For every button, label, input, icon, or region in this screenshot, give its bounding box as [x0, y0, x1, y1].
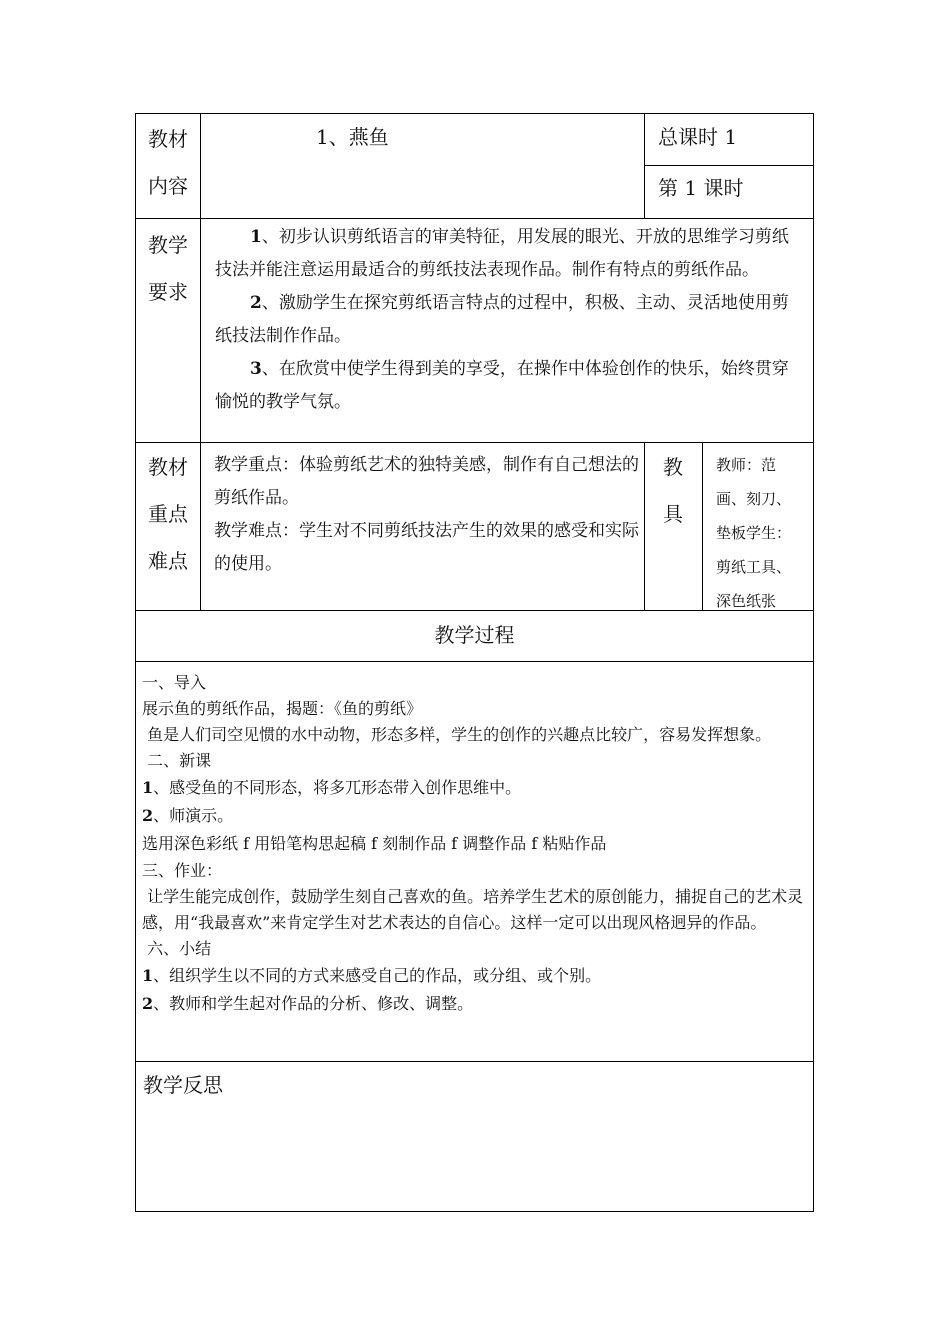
rule-after-process: [136, 1061, 813, 1062]
tools-line: 剪纸工具、: [716, 558, 792, 576]
requirement-item: 3、在欣赏中使学生得到美的享受，在操作中体验创作的快乐，始终贯穿愉悦的教学气氛。: [215, 359, 789, 412]
rule-tools-column: [702, 442, 703, 610]
focus-label-line2: 重点: [148, 502, 188, 526]
lesson-title: 1、燕鱼: [316, 125, 389, 149]
process-body: [142, 670, 804, 1018]
content-label: [136, 116, 200, 210]
key-points: [214, 449, 640, 581]
rule-after-content: [136, 218, 813, 219]
tools-line: 深色纸张: [716, 592, 777, 610]
process-line: 鱼是人们司空见惯的水中动物，形态多样，学生的创作的兴趣点比较广，容易发挥想象。: [142, 725, 772, 744]
tools-label-line2: 具: [663, 502, 683, 526]
focus-label-line3: 难点: [148, 549, 188, 573]
process-line: 六、小结: [142, 939, 212, 958]
focus-label-line1: 教材: [148, 455, 188, 479]
current-hour: 第 1 课时: [658, 176, 744, 200]
process-line: 2、教师和学生起对作品的分析、修改、调整。: [142, 994, 474, 1013]
lesson-plan-table: [135, 113, 814, 1212]
process-heading: 教学过程: [434, 623, 515, 647]
rule-after-process-heading: [136, 661, 813, 662]
total-hours: 总课时 1: [658, 125, 738, 149]
rule-hours-column: [644, 114, 645, 218]
process-line: 选用深色彩纸 f 用铅笔构思起稿 f 刻制作品 f 调整作品 f 粘贴作品: [142, 834, 607, 853]
process-line: 三、作业：: [142, 861, 223, 880]
tools-line: 教师：范: [716, 456, 777, 474]
tools-label: [644, 444, 702, 538]
tools-line: 垫板学生：: [716, 524, 792, 542]
rule-after-requirements: [136, 442, 813, 443]
process-line: 展示鱼的剪纸作品，揭题：《鱼的剪纸》: [142, 699, 423, 718]
process-line: 一、导入: [142, 673, 207, 692]
process-line: 1、感受鱼的不同形态，将多兀形态带入创作思维中。: [142, 778, 522, 797]
process-line: 1、组织学生以不同的方式来感受自己的作品，或分组、或个别。: [142, 966, 602, 985]
content-label-line1: 教材: [148, 127, 188, 151]
tools-list: [716, 448, 812, 618]
focus-label: [136, 444, 200, 585]
rule-label-column: [200, 114, 201, 610]
tools-line: 画、刻刀、: [716, 490, 792, 508]
reflection-label: 教学反思: [143, 1073, 223, 1097]
content-label-line2: 内容: [148, 174, 188, 198]
requirement-item: 1、初步认识剪纸语言的审美特征，用发展的眼光、开放的思维学习剪纸技法并能注意运用最适合的剪纸技法表现作品。制作有特点的剪纸作品。: [215, 227, 789, 280]
key-point-text: 教学重点：体验剪纸艺术的独特美感，制作有自己想法的剪纸作品。: [214, 455, 639, 508]
process-line: 让学生能完成创作，鼓励学生刻自己喜欢的鱼。培养学生艺术的原创能力，捕捉自己的艺术灵感，用“我最喜欢”来肯定学生对艺术表达的自信心。这样一定可以出现风格迥异的作品。: [142, 887, 804, 932]
difficulty-text: 教学难点：学生对不同剪纸技法产生的效果的感受和实际的使用。: [214, 521, 639, 574]
process-line: 二、新课: [142, 751, 212, 770]
tools-label-line1: 教: [663, 455, 683, 479]
requirements-label-line1: 教学: [148, 233, 188, 257]
requirements-label-line2: 要求: [148, 280, 188, 304]
requirements-label: [136, 222, 200, 316]
requirements-list: [215, 221, 801, 419]
requirement-item: 2、激励学生在探究剪纸语言特点的过程中，积极、主动、灵活地使用剪纸技法制作作品。: [215, 293, 789, 346]
process-line: 2、师演示。: [142, 806, 234, 825]
